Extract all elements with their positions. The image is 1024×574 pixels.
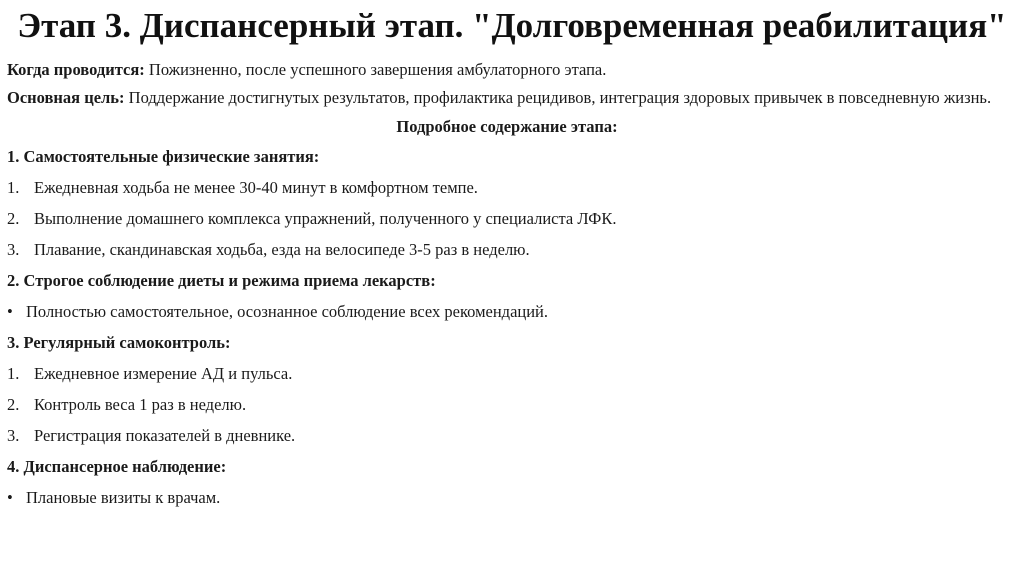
goal-paragraph: [7, 87, 1007, 108]
section-heading: 2. Строгое соблюдение диеты и режима приема лекарств:: [7, 271, 436, 290]
list-item-text: Контроль веса 1 раз в неделю.: [34, 395, 247, 414]
list-item-text: Регистрация показателей в дневнике.: [34, 426, 296, 445]
list-item: [7, 487, 1007, 508]
details-heading: Подробное содержание этапа:: [396, 117, 618, 136]
list-item-text: Ежедневное измерение АД и пульса.: [34, 364, 293, 383]
list-item: [7, 239, 1007, 260]
list-item: [7, 394, 1007, 415]
list-item-text: Полностью самостоятельное, осознанное соблюдение всех рекомендаций.: [26, 302, 549, 321]
when-paragraph: [7, 59, 1007, 80]
when-label: Когда проводится:: [7, 60, 145, 79]
list-item: [7, 363, 1007, 384]
list-marker: 2.: [7, 395, 20, 414]
goal-text: Поддержание достигнутых результатов, профилактика рецидивов, интеграция здоровых привычек в повседневную жизнь.: [124, 88, 992, 107]
section-heading: 3. Регулярный самоконтроль:: [7, 333, 231, 352]
list-item: [7, 208, 1007, 229]
list-item: [7, 425, 1007, 446]
slide-title: Этап 3. Диспансерный этап. "Долговременная реабилитация": [17, 6, 1007, 45]
list-marker: 3.: [7, 240, 20, 259]
bullet-marker: •: [7, 302, 13, 321]
list-marker: 1.: [7, 364, 20, 383]
goal-label: Основная цель:: [7, 88, 125, 107]
list-item-text: Плавание, скандинавская ходьба, езда на велосипеде 3-5 раз в неделю.: [34, 240, 530, 259]
list-marker: 1.: [7, 178, 20, 197]
list-item: [7, 177, 1007, 198]
section-heading: 4. Диспансерное наблюдение:: [7, 457, 227, 476]
list-item-text: Выполнение домашнего комплекса упражнений, полученного у специалиста ЛФК.: [34, 209, 617, 228]
list-item-text: Ежедневная ходьба не менее 30-40 минут в комфортном темпе.: [34, 178, 478, 197]
section-heading: 1. Самостоятельные физические занятия:: [7, 147, 320, 166]
list-marker: 2.: [7, 209, 20, 228]
bullet-marker: •: [7, 488, 13, 507]
list-item-text: Плановые визиты к врачам.: [26, 488, 221, 507]
list-item: [7, 301, 1007, 322]
list-marker: 3.: [7, 426, 20, 445]
when-text: Пожизненно, после успешного завершения амбулаторного этапа.: [144, 60, 607, 79]
slide-content: [7, 59, 1007, 518]
